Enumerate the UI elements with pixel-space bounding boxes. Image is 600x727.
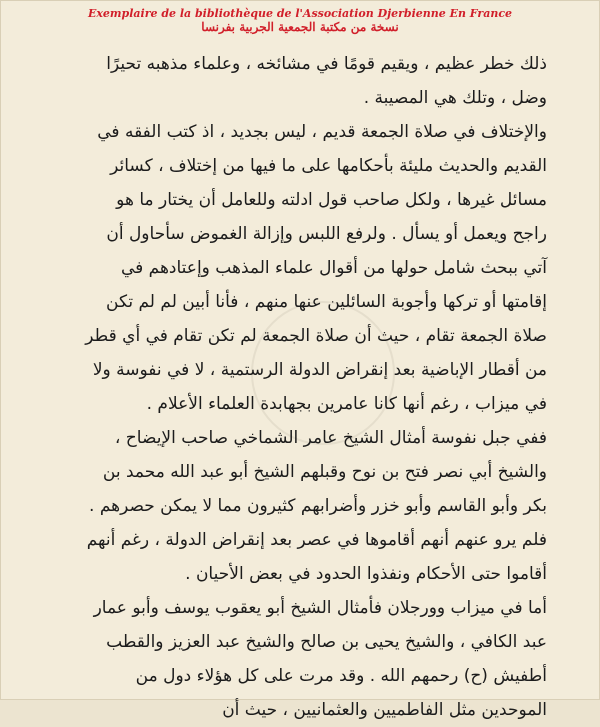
paragraph-3: ففي جبل نفوسة أمثال الشيخ عامر الشماخي صاحب الإيضاح ، والشيخ أبي نصر فتح بن نوح وقبلهم الشيخ أبو عبد الله محمد بن بكر وأبو القاسم وأبو خزر وأضرابهم كثيرون مما لا يمكن حصرهم . [89,428,547,516]
library-stamp [61,7,539,34]
body-text [79,47,547,727]
paragraph-4: فلم يرو عنهم أنهم أقاموها في عصر بعد إنقراض الدولة ، رغم أنهم أقاموا حتى الأحكام ونفذوا الحدود في بعض الأحيان . [86,530,547,584]
paragraph-1: ذلك خطر عظيم ، ويقيم قومًا في مشائخه ، وعلماء مذهبه تحيرًا وضل ، وتلك هي المصيبة . [106,54,547,108]
paragraph-2: والإختلاف في صلاة الجمعة قديم ، ليس بجديد ، اذ كتب الفقه في القديم والحديث مليئة بأحكامها على ما فيها من إختلاف ، كسائر مسائل غيرها ، ولكل صاحب قول ادلته وللعامل أن يختار ما هو راجح ويعمل أو يسأل . ولرفع اللبس وإزالة الغموض سأحاول أن آتي ببحث شامل حولها من أقوال علماء المذهب وإعتادهم في إقامتها أو تركها وأجوبة السائلين عنها منهم ، فأنا أبين لم لم تكن صلاة الجمعة تقام ، حيث أن صلاة الجمعة لم تكن تقام في أي قطر من أقطار الإباضية بعد إنقراض الدولة الرستمية ، لا في نفوسة ولا في ميزاب ، رغم أنها كانا عامرين بجهابدة العلماء الأعلام . [85,122,547,414]
library-stamp-french: Exemplaire de la bibliothèque de l'Association Djerbienne En France [87,7,513,20]
library-stamp-arabic: نسخة من مكتبة الجمعية الجربية بفرنسا [201,20,399,34]
paragraph-5: أما في ميزاب وورجلان فأمثال الشيخ أبو يعقوب يوسف وأبو عمار عبد الكافي ، والشيخ يحيى بن صالح والشيخ عبد العزيز والقطب أطفيش (ح) رحمهم الله . وقد مرت على كل هؤلاء دول من الموحدين مثل الفاطميين والعثمانيين ، حيث أن [93,598,547,720]
